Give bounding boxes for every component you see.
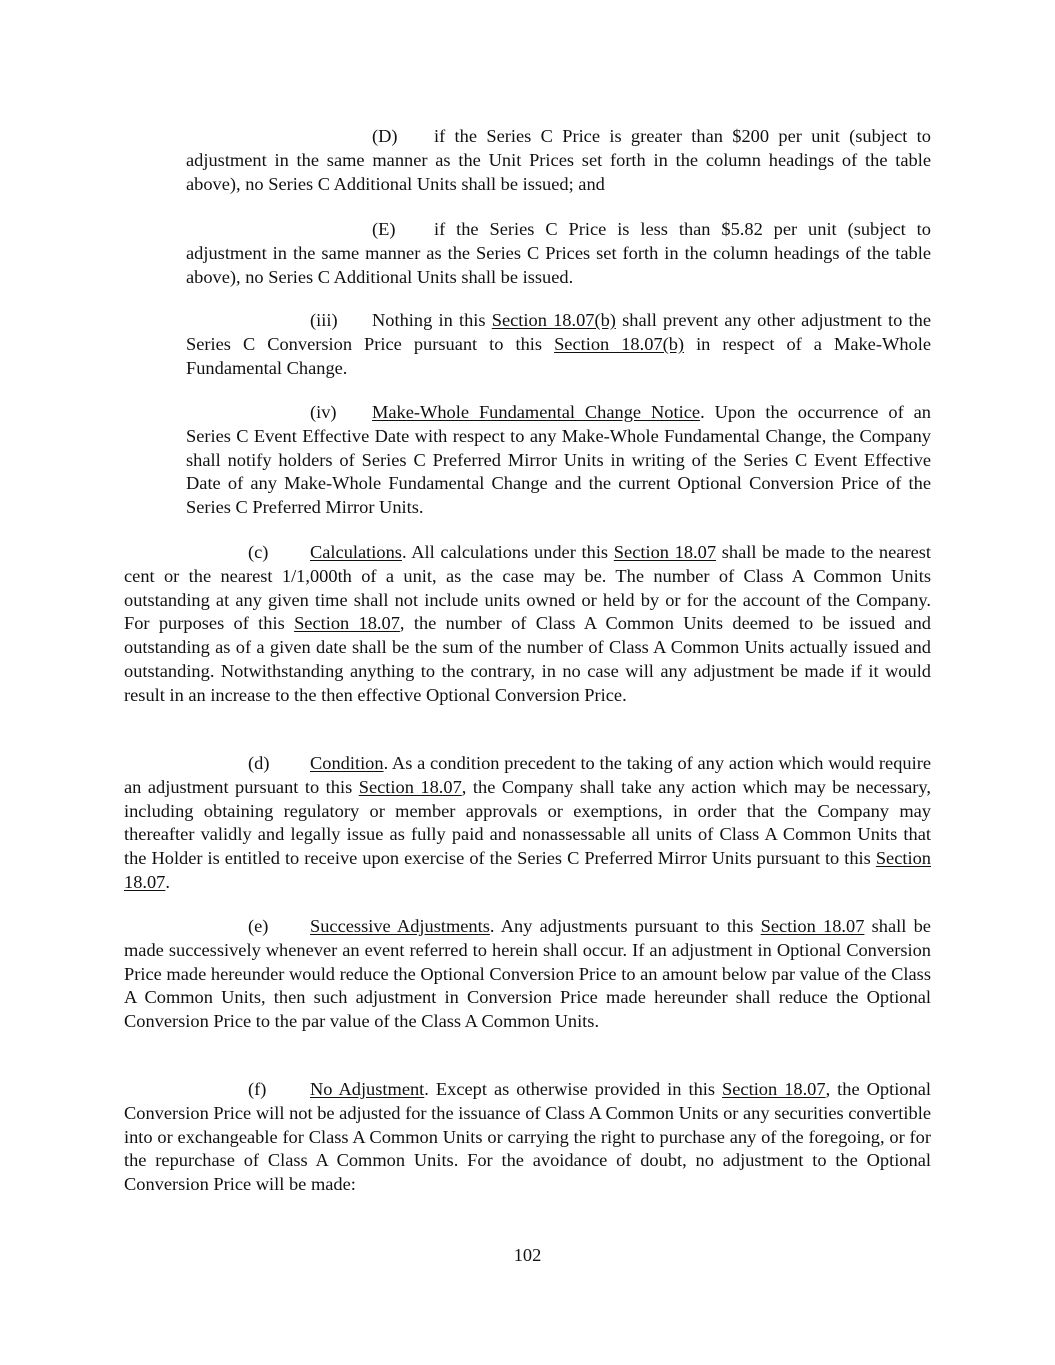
section-reference: Section 18.07: [294, 613, 400, 634]
paragraph-text: . All calculations under this: [401, 542, 614, 562]
paragraph-heading: Calculations: [310, 542, 402, 562]
paragraph-heading: No Adjustment: [310, 1079, 425, 1099]
paragraph-text: shall be made to the nearest cent or the nearest 1/1,000th of a unit, as the case may be. The number of Class A Common Units outstanding at any given time shall not include units owned or held by or for the account of the Company. For purposes of this: [124, 542, 931, 634]
paragraph-text: in respect of a Make-Whole Fundamental Change.: [186, 333, 931, 378]
paragraph-d: [124, 752, 931, 895]
paragraph-text: . Upon the occurrence of an Series C Event Effective Date with respect to any Make-Whole Fundamental Change, the Company shall notify holders of Series C Preferred Mirror Units in writing of the Series C Event Effective Date of any Make-Whole Fundamental Change and the current Optional Conversion Price of the Series C Preferred Mirror Units.: [186, 402, 932, 518]
paragraph-label: (iii): [310, 310, 338, 330]
section-reference: Section 18.07: [124, 848, 931, 892]
paragraph-E: [186, 218, 931, 289]
paragraph-label: (d): [248, 753, 270, 773]
paragraph-text: shall be made successively whenever an event referred to herein shall occur. If an adjustment in Optional Conversion Price made hereunder would reduce the Optional Conversion Price to an amount below par value of the Class A Common Units, then such adjustment in Conversion Price made hereunder shall reduce the Optional Conversion Price to the par value of the Class A Common Units.: [124, 916, 931, 1032]
page-number: 102: [513, 1245, 542, 1265]
paragraph-text: , the Company shall take any action which may be necessary, including obtaining regulatory or member approvals or exemptions, in order that the Company may thereafter validly and legally issue as fully paid and nonassessable all units of Class A Common Units that the Holder is entitled to receive upon exercise of the Series C Preferred Mirror Units pursuant to this: [124, 776, 932, 869]
paragraph-text: , the number of Class A Common Units deemed to be issued and outstanding as of a given date shall be the sum of the number of Class A Common Units actually issued and outstanding. Notwithstanding anything to the contrary, in no case will any adjustment be made if it would result in an increase to the then effective Optional Conversion Price.: [124, 613, 931, 705]
section-reference: Section 18.07: [613, 542, 717, 562]
paragraph-iii: [186, 309, 931, 380]
section-reference: Section 18.07: [760, 916, 865, 936]
section-reference: Section 18.07: [358, 776, 462, 797]
paragraph-label: (D): [372, 126, 398, 146]
paragraph-label: (c): [248, 542, 269, 562]
paragraph-text: shall prevent any other adjustment to the Series C Conversion Price pursuant to this: [186, 310, 931, 354]
paragraph-text: . As a condition precedent to the taking of any action which would require an adjustment pursuant to this: [124, 753, 931, 797]
paragraph-text: , the Optional Conversion Price will not be adjusted for the issuance of Class A Common Units or any securities convertible into or exchangeable for Class A Common Units or carrying the right to purchase any of the foregoing, or for the repurchase of Class A Common Units. For the avoidance of doubt, no adjustment to the Optional Conversion Price will be made:: [124, 1079, 932, 1195]
paragraph-heading: Make-Whole Fundamental Change Notice: [372, 402, 701, 422]
section-reference: Section 18.07(b): [554, 333, 685, 354]
paragraph-text: if the Series C Price is less than $5.82 per unit (subject to adjustment in the same manner as the Series C Prices set forth in the column headings of the table above), no Series C Additional Units shall be issued.: [186, 219, 931, 287]
paragraph-label: (e): [248, 916, 269, 936]
paragraph-f: [124, 1078, 931, 1197]
paragraph-text: Nothing in this: [372, 310, 492, 330]
paragraph-D: [186, 125, 931, 196]
paragraph-text: if the Series C Price is greater than $200 per unit (subject to adjustment in the same manner as the Unit Prices set forth in the column headings of the table above), no Series C Additional Units shall be issued; and: [186, 126, 931, 194]
paragraph-iv: [186, 401, 931, 520]
paragraph-heading: Successive Adjustments: [310, 916, 490, 936]
paragraph-label: (E): [372, 219, 396, 239]
paragraph-label: (iv): [310, 402, 337, 422]
section-reference: Section 18.07(b): [491, 310, 616, 330]
paragraph-c: [124, 541, 931, 708]
paragraph-text: . Any adjustments pursuant to this: [489, 916, 761, 936]
paragraph-label: (f): [248, 1079, 267, 1099]
paragraph-text: . Except as otherwise provided in this: [424, 1079, 723, 1099]
paragraph-text: .: [165, 871, 170, 892]
section-reference: Section 18.07: [722, 1079, 826, 1099]
paragraph-e: [124, 915, 931, 1034]
paragraph-heading: Condition: [310, 753, 384, 773]
